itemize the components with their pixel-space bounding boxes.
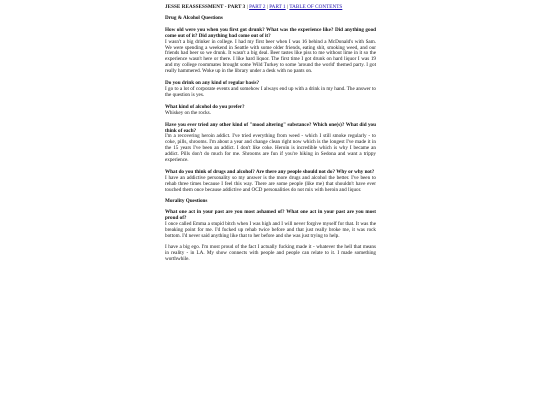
section-heading-drug-alcohol: Drug & Alcohol Questions: [165, 14, 223, 21]
question: What do you think of drugs and alcohol? Are there any people should not do? Why or why not?: [165, 168, 375, 175]
answer: I once called Emma a stupid bitch when I was high and I will never forgive myself for that. It was the breaking point for me. I'd fucked up rehab twice before and that just really broke me, it was rock bottom. I'd never said anything like that to her before and she was just trying to help.: [165, 221, 376, 240]
document-title: JESSE REASSESSMENT - PART 3: [165, 4, 246, 10]
question: How old were you when you first got drunk? What was the experience like? Did anything good come out of it? Did anything bad come out of it?: [165, 26, 376, 39]
link-part-1[interactable]: PART 1: [269, 4, 286, 10]
answer: Whiskey on the rocks.: [165, 109, 211, 116]
link-part-2[interactable]: PART 2: [249, 4, 266, 10]
section-heading-morality: Morality Questions: [165, 197, 208, 204]
question: Do you drink on any kind of regular basis?: [165, 80, 260, 87]
answer: I go to a lot of corporate events and somehow I always end up with a drink in my hand. The answer to the question is yes.: [165, 85, 376, 98]
question: What one act in your past are you most ashamed of? What one act in your past are you most proud of?: [165, 209, 376, 222]
answer: I'm a recovering heroin addict. I've tried everything from weed - which I still smoke regularly - to coke, pills, shrooms. I'm about a year and change clean right now which is the longest I've made it in the 15 years I've been an addict. I don't like coke. Heroin is incredible which is why I became an addict. Pills don't do much for me. Shrooms are fun if you're hiking in Sedona and want a trippy experience.: [165, 133, 376, 164]
answer: I wasn't a big drinker in college. I had my first beer when I was 16 behind a McDonald's with Sam. We were spending a weekend in Seattle with some older friends, eating shit, smoking weed, and our friends had beer so we drunk. It wasn't a big deal. Beer tastes like piss to me without lime in it so the experience wasn't here or there. I like hard liquor. The first time I got drunk on hard liquor I was 19 and my college roommates brought some Wild Turkey to some 'around the world' themed party. I got really hammered. Woke up in the library under a desk with no pants on.: [165, 38, 376, 75]
document-header: [165, 5, 376, 11]
question: What kind of alcohol do you prefer?: [165, 103, 245, 110]
question: Have you ever tried any other kind of "mood altering" substance? Which one(s)? What did you think of each?: [165, 121, 376, 134]
document-body: [165, 5, 376, 263]
link-table-of-contents[interactable]: TABLE OF CONTENTS: [289, 4, 343, 10]
answer: I have a big ego. I'm most proud of the fact I actually fucking made it - whatever the hell that means in reality - in LA. My show connects with people and people can relate to it. I made something worthwhile.: [165, 244, 376, 262]
answer: I have an addictive personality so my answer is the more drugs and alcohol the better. I've been to rehab three times because I feel this way. There are some people (like me) that shouldn't have ever touched them once because addictive and OCD personalities do not mix with heroin and liquor.: [165, 174, 376, 193]
nav-links: | PART 2 | PART 1 | TABLE OF CONTENTS: [246, 4, 343, 10]
